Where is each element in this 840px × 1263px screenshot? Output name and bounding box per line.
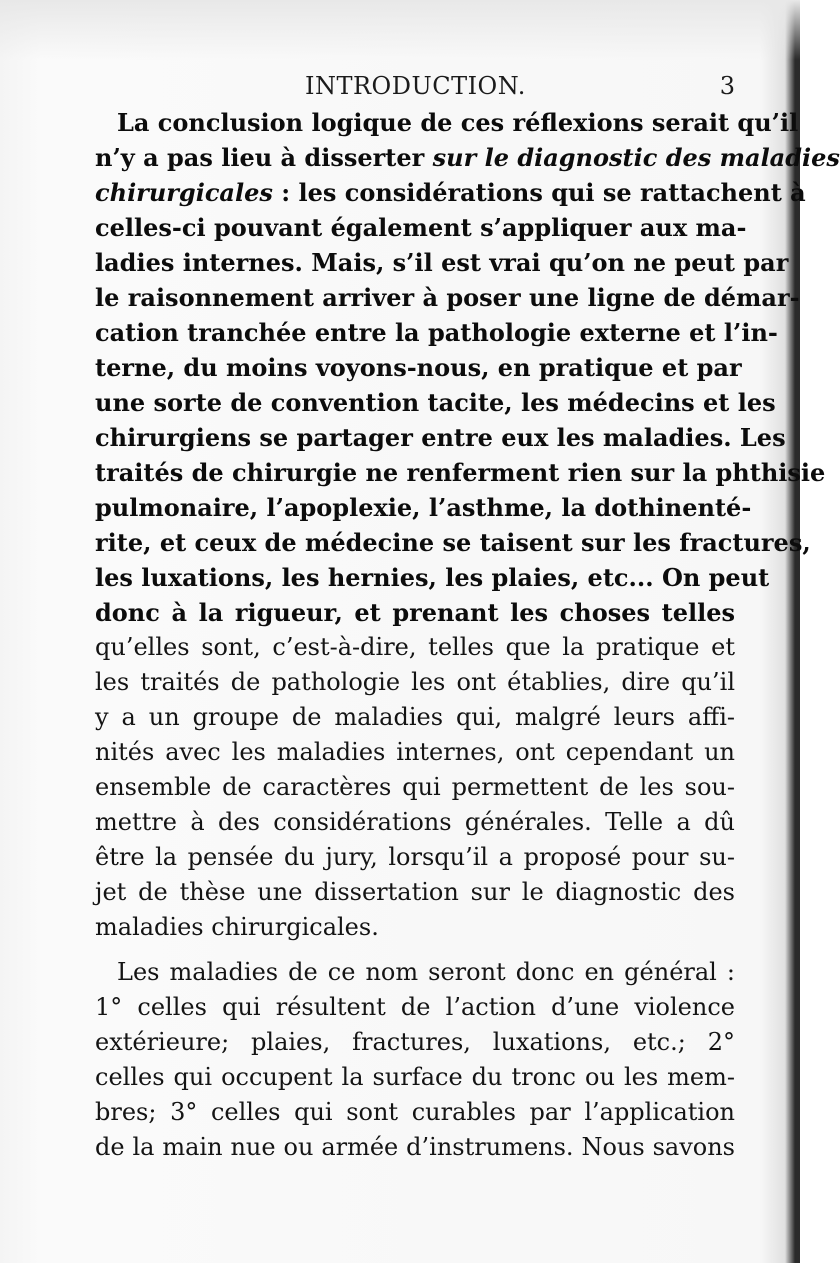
text-line: 1° celles qui résultent de l’action d’une violence (95, 993, 735, 1021)
text-line: terne, du moins voyons-nous, en pratique et par (95, 353, 742, 382)
text-line: qu’elles sont, c’est-à-dire, telles que la pratique et (95, 633, 735, 661)
text-line (95, 175, 806, 210)
italic-segment: sur le diagnostic des maladies (432, 143, 840, 172)
page-number: 3 (719, 72, 735, 100)
page-shadow (0, 0, 800, 60)
text-line: cation tranchée entre la pathologie externe et l’in- (95, 318, 778, 347)
text-line: nités avec les maladies internes, ont cependant un (95, 738, 735, 766)
text-line: les traités de pathologie les ont établies, dire qu’il (95, 668, 735, 696)
text-line: Les maladies de ce nom seront donc en général : (117, 958, 735, 986)
text-line: chirurgiens se partager entre eux les maladies. Les (95, 423, 786, 452)
text-line: y a un groupe de maladies qui, malgré leurs affi- (95, 703, 735, 731)
text-line: être la pensée du jury, lorsqu’il a proposé pour su- (95, 843, 735, 871)
text-line: celles-ci pouvant également s’appliquer aux ma- (95, 213, 747, 242)
text-line: bres; 3° celles qui sont curables par l’application (95, 1098, 735, 1126)
text-line: ladies internes. Mais, s’il est vrai qu’on ne peut par (95, 248, 789, 277)
text-line: rite, et ceux de médecine se taisent sur les fractures, (95, 528, 811, 557)
text-line: le raisonnement arriver à poser une ligne de démar- (95, 283, 800, 312)
text-segment: n’y a pas lieu à disserter (95, 143, 433, 172)
text-line: ensemble de caractères qui permettent de les sou- (95, 773, 735, 801)
text-line: donc à la rigueur, et prenant les choses telles (95, 598, 735, 627)
text-line: mettre à des considérations générales. Telle a dû (95, 808, 735, 836)
body-text (95, 105, 840, 1165)
text-line: La conclusion logique de ces réflexions serait qu’il (117, 108, 799, 137)
text-line: maladies chirurgicales. (95, 913, 379, 941)
page-header (95, 72, 735, 108)
text-segment: : les considérations qui se rattachent à (272, 178, 806, 207)
running-head: INTRODUCTION. (305, 72, 526, 100)
text-line: de la main nue ou armée d’instrumens. Nous savons (95, 1133, 735, 1161)
text-line: les luxations, les hernies, les plaies, etc... On peut (95, 563, 770, 592)
text-line (95, 140, 840, 175)
text-line: jet de thèse une dissertation sur le diagnostic des (95, 878, 735, 906)
italic-segment: chirurgicales (95, 178, 273, 207)
text-line: celles qui occupent la surface du tronc ou les mem- (95, 1063, 735, 1091)
text-line: traités de chirurgie ne renferment rien sur la phthisie (95, 458, 826, 487)
text-line: pulmonaire, l’apoplexie, l’asthme, la dothinenté- (95, 493, 752, 522)
text-line: une sorte de convention tacite, les médecins et les (95, 388, 776, 417)
text-line: extérieure; plaies, fractures, luxations, etc.; 2° (95, 1028, 735, 1056)
